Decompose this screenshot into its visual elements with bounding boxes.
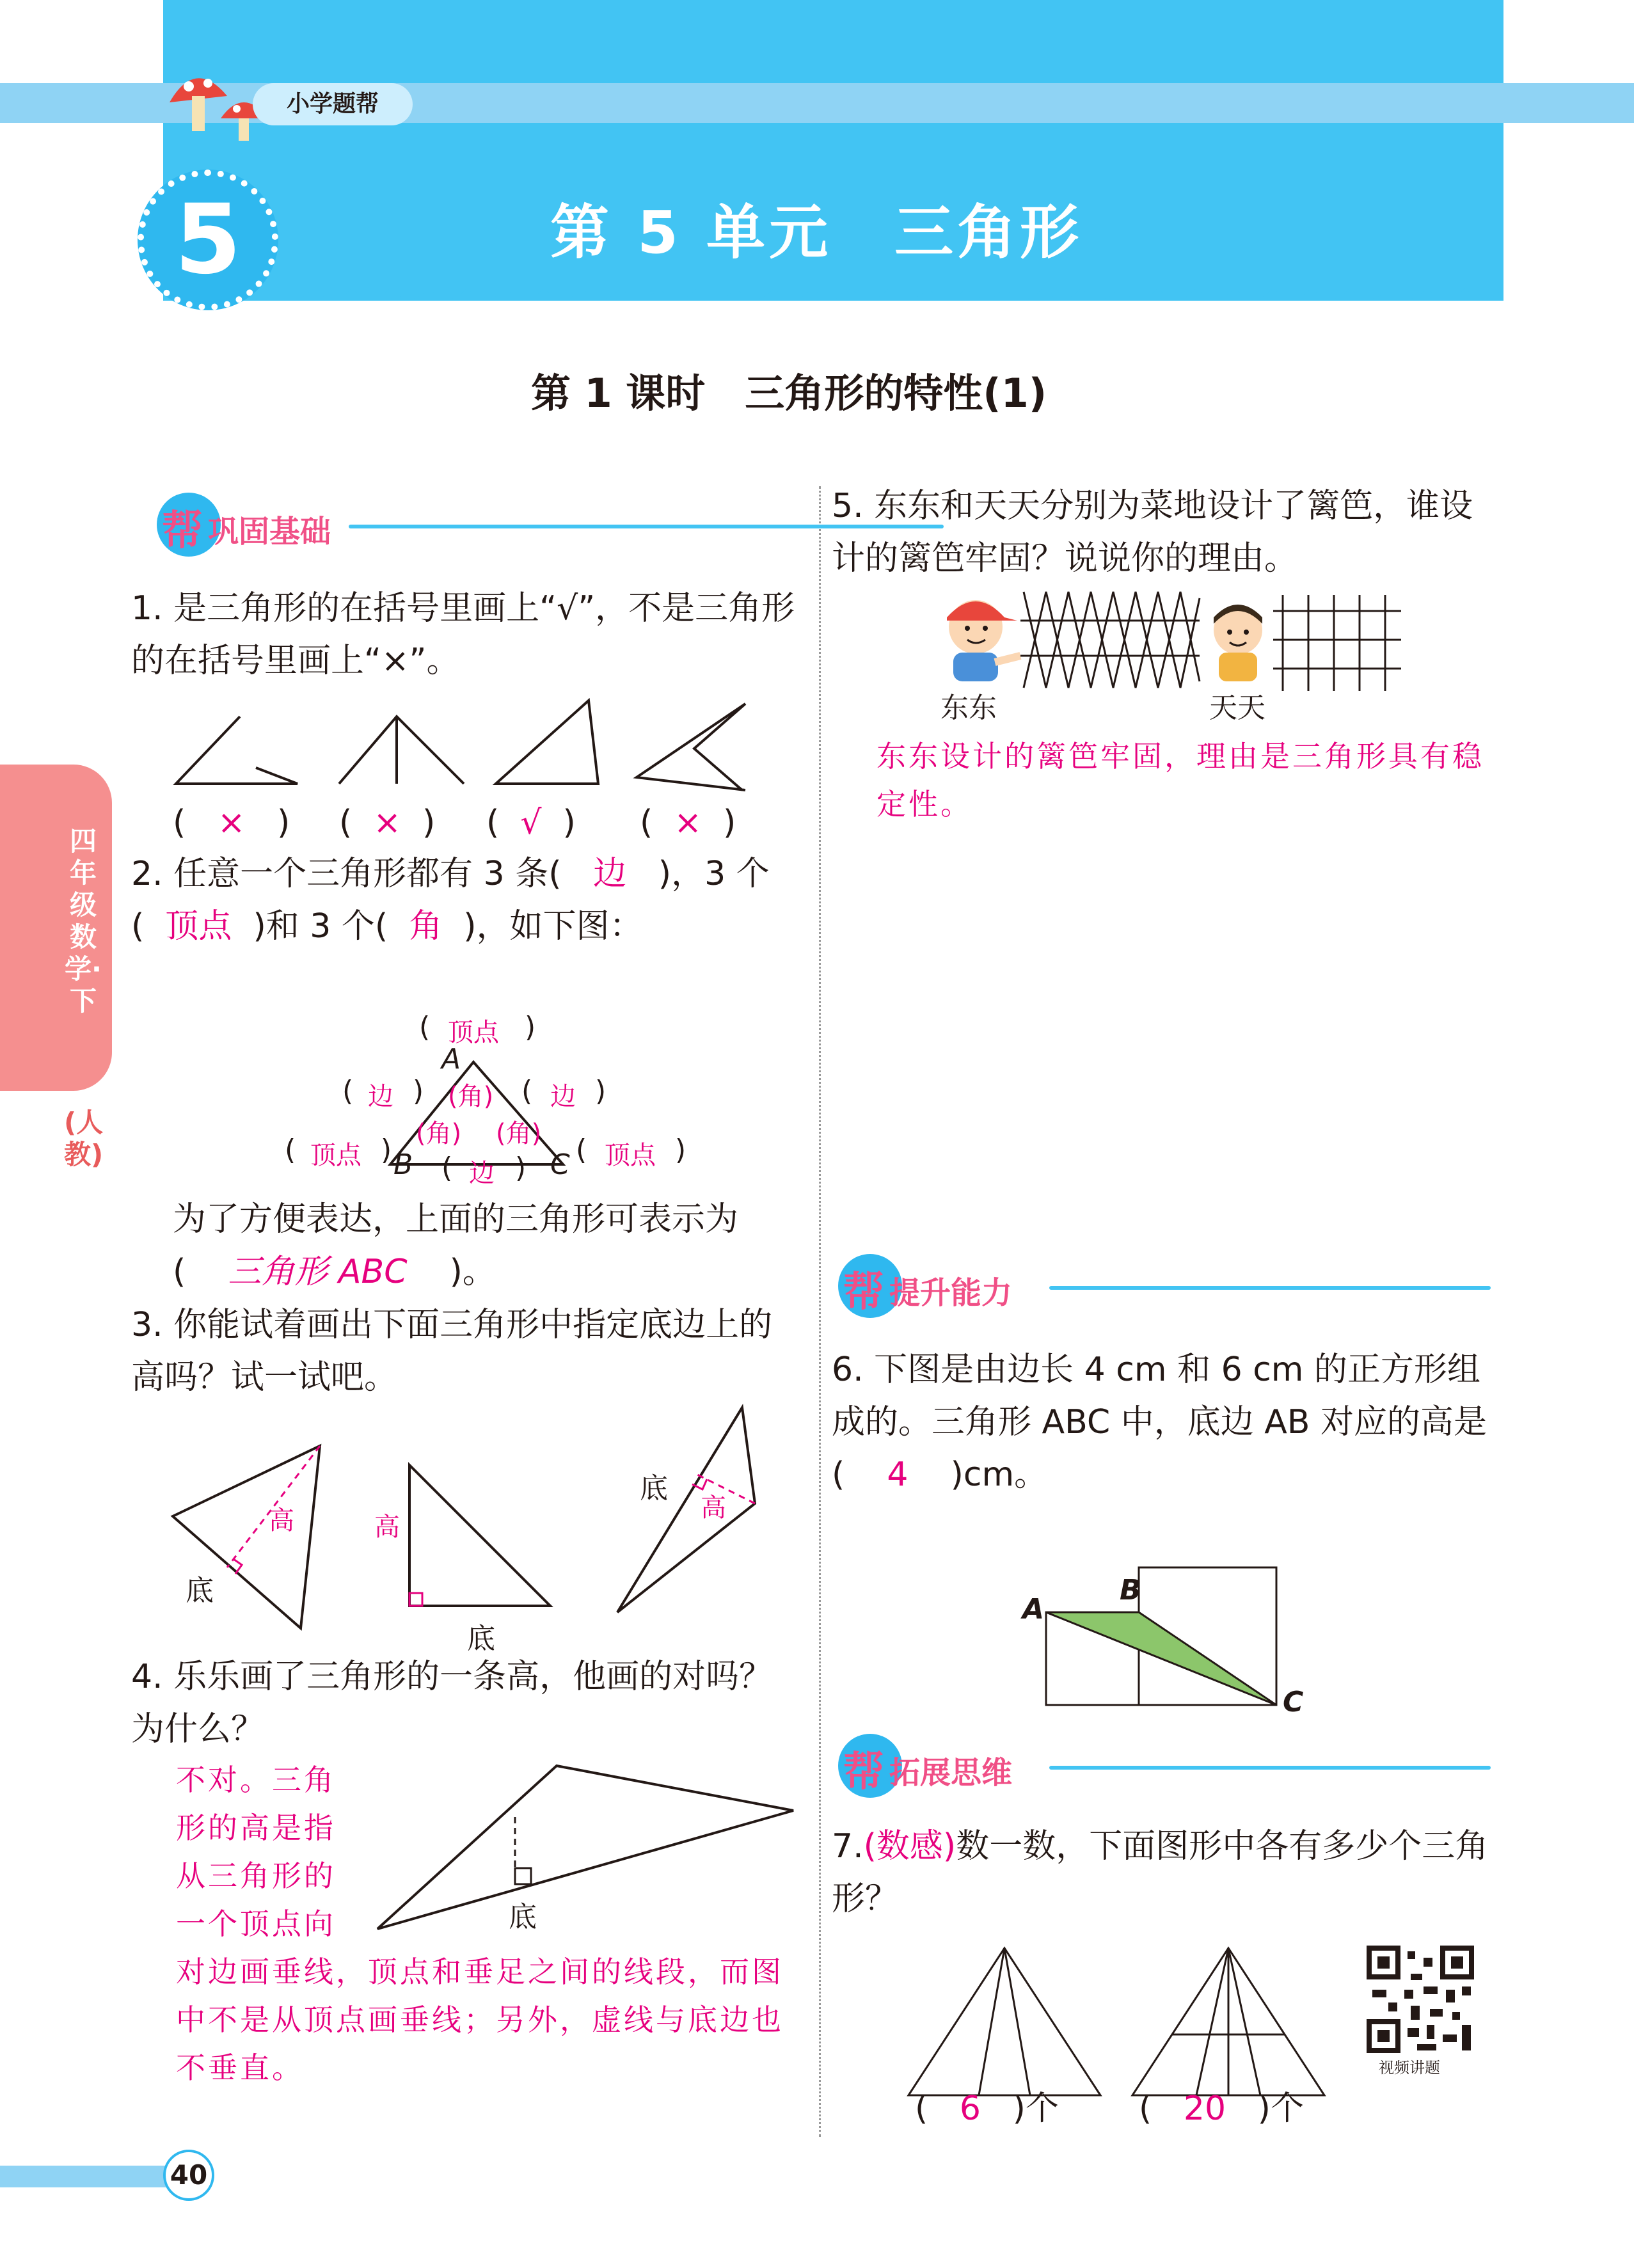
q2-angle-top: (角) <box>448 1082 494 1111</box>
dongdong-fence <box>1017 585 1203 694</box>
q1-bracket-1: ( × ) <box>173 804 290 842</box>
q1-bracket-2: ( × ) <box>339 804 436 842</box>
q2-angle-left: (角) <box>416 1119 462 1148</box>
q3-label-height-1: 高 <box>269 1506 294 1535</box>
page-number: 40 <box>163 2150 214 2201</box>
q4-answer-line-2: 形的高是指 <box>176 1811 336 1845</box>
q2-answer-side: 边 <box>593 855 627 893</box>
q2-label-vr-open: ( <box>576 1134 587 1166</box>
q1-bracket-3: ( √ ) <box>486 804 576 842</box>
q4-answer-line-1: 不对。三角 <box>176 1763 336 1797</box>
q2-angle-right: (角) <box>496 1119 542 1148</box>
side-grade: 四年级数学·下 <box>65 825 102 1017</box>
section-mark: 帮 <box>162 507 203 555</box>
q7-unit: )个 <box>1257 2090 1304 2128</box>
unit-number: 5 <box>174 184 242 296</box>
q6-label-c: C <box>1283 1686 1304 1718</box>
q1-answer-2: × <box>373 804 401 842</box>
q6-label-b: B <box>1120 1574 1141 1606</box>
q6-text <box>832 1344 1503 1501</box>
q5-answer: 东东设计的篱笆牢固，理由是三角形具有稳定性。 <box>876 739 1484 821</box>
q2-label-vertex-left: 顶点 <box>310 1141 361 1170</box>
q7-answer-2-wrap <box>1139 2082 1304 2135</box>
q2-label-right-side: 边 <box>550 1082 576 1111</box>
section-mark: 帮 <box>843 1749 884 1796</box>
q3-label-base-2: 底 <box>467 1622 495 1655</box>
q2-label-left-close: ) <box>413 1075 424 1107</box>
q2-label-bottom-open: ( <box>441 1152 453 1184</box>
q2-expression <box>173 1193 806 1298</box>
unit-title: 第 5 单元 三角形 <box>550 198 1083 267</box>
qr-code-icon[interactable] <box>1366 1945 1475 2054</box>
q7-open: ( <box>915 2090 928 2128</box>
lesson-title: 第 1 课时 三角形的特性(1) <box>531 370 1047 416</box>
q2-vertex-b: B <box>393 1148 413 1181</box>
q6-answer: 4 <box>887 1455 908 1494</box>
q1-figures <box>170 694 809 797</box>
q3-label-base-3: 底 <box>640 1472 668 1505</box>
q7-text: 7.(数感)数一数，下面图形中各有多少个三角形？ <box>832 1827 1489 1918</box>
dongdong-avatar <box>928 589 1024 685</box>
q7-answer-1: 6 <box>959 2090 981 2128</box>
q2-part: )，3 个( <box>131 855 770 946</box>
q2-expr-end: )。 <box>449 1253 496 1291</box>
q2-text <box>131 848 803 953</box>
q2-expr-text: 为了方便表达，上面的三角形可表示为( <box>173 1200 739 1291</box>
q5-text: 5. 东东和天天分别为菜地设计了篱笆，谁设计的篱笆牢固？说说你的理由。 <box>832 487 1473 578</box>
q2-label-vl-close: ) <box>381 1134 392 1166</box>
q4-text: 4. 乐乐画了三角形的一条高，他画的对吗？为什么？ <box>131 1658 773 1749</box>
q2-label-left-open: ( <box>342 1075 354 1107</box>
column-divider <box>819 486 821 2137</box>
q6-figure <box>1043 1561 1299 1715</box>
q2-expr-answer: 三角形 ABC <box>228 1253 408 1291</box>
q3-label-height-3: 高 <box>701 1493 726 1523</box>
tiantian-fence <box>1270 592 1404 694</box>
q1-answer-3: √ <box>520 804 542 842</box>
q2-label-right-close: ) <box>595 1075 607 1107</box>
q2-answer-angle: 角 <box>409 907 443 946</box>
q4-label-base: 底 <box>509 1901 537 1933</box>
q3-label-base-1: 底 <box>186 1574 214 1607</box>
q2-part: )和 3 个( <box>253 907 388 946</box>
q7-unit: )个 <box>1012 2090 1059 2128</box>
q2-label-vertex-right: 顶点 <box>605 1141 656 1170</box>
q2-label-bottom-side: 边 <box>469 1159 495 1188</box>
q2-part: )，如下图： <box>463 907 643 946</box>
q7-tag: (数感) <box>863 1827 956 1866</box>
wave-edge <box>163 275 1503 326</box>
q1-bracket-4: ( × ) <box>640 804 736 842</box>
q6-text-main: 6. 下图是由边长 4 cm 和 6 cm 的正方形组成的。三角形 ABC 中，底边 AB 对应的高是( <box>832 1351 1487 1494</box>
section-rule <box>1049 1286 1491 1290</box>
section-mark: 帮 <box>843 1269 884 1316</box>
q7-answer-1-wrap <box>915 2082 1059 2135</box>
q6-label-a: A <box>1022 1593 1045 1626</box>
q2-label-top: 顶点 <box>448 1018 499 1047</box>
tiantian-avatar <box>1203 595 1273 685</box>
side-edition: (人教) <box>64 1107 104 1170</box>
q4-figure <box>371 1753 806 1939</box>
q2-label-left-side: 边 <box>368 1082 393 1111</box>
q3-label-height-2: 高 <box>374 1512 400 1542</box>
q2-part: 2. 任意一个三角形都有 3 条( <box>131 855 562 893</box>
q2-vertex-a: A <box>441 1043 461 1075</box>
q3-text: 3. 你能试着画出下面三角形中指定底边上的高吗？试一试吧。 <box>131 1306 773 1397</box>
section-title: 提升能力 <box>889 1275 1013 1311</box>
q2-label-right-open: ( <box>521 1075 533 1107</box>
q6-suffix: )cm。 <box>950 1455 1048 1494</box>
q5-name-tiantian: 天天 <box>1209 692 1265 724</box>
q2-label-vr-close: ) <box>675 1134 686 1166</box>
q2-vertex-c: C <box>550 1148 570 1181</box>
q2-label-bottom-close: ) <box>515 1152 527 1184</box>
q2-label-top-open: ( <box>419 1011 431 1043</box>
q5-name-dongdong: 东东 <box>940 692 997 724</box>
q4-answer-line-4: 一个顶点向 <box>176 1907 336 1941</box>
section-title: 巩固基础 <box>208 514 331 550</box>
q7-answer-2: 20 <box>1183 2090 1226 2128</box>
q4-answer-line-3: 从三角形的 <box>176 1859 336 1893</box>
q1-text: 1. 是三角形的在括号里画上“√”，不是三角形的在括号里画上“×”。 <box>131 589 795 680</box>
q7-open: ( <box>1139 2090 1152 2128</box>
q7-text-main: 数一数，下面图形中各有多少个三角形？ <box>832 1827 1489 1918</box>
q2-label-top-close: ) <box>525 1011 536 1043</box>
section-title: 拓展思维 <box>889 1755 1013 1791</box>
q1-answer-1: × <box>217 804 246 842</box>
section-rule <box>1049 1766 1491 1770</box>
q1-answer-4: × <box>674 804 702 842</box>
q4-answer-rest: 对边画垂线，顶点和垂足之间的线段，而图中不是从顶点画垂线；另外，虚线与底边也不垂直。 <box>176 1955 784 2085</box>
q2-answer-vertex: 顶点 <box>165 907 232 946</box>
qr-caption: 视频讲题 <box>1379 2059 1440 2077</box>
brand-label: 小学题帮 <box>253 83 413 125</box>
q2-label-vl-open: ( <box>285 1134 296 1166</box>
